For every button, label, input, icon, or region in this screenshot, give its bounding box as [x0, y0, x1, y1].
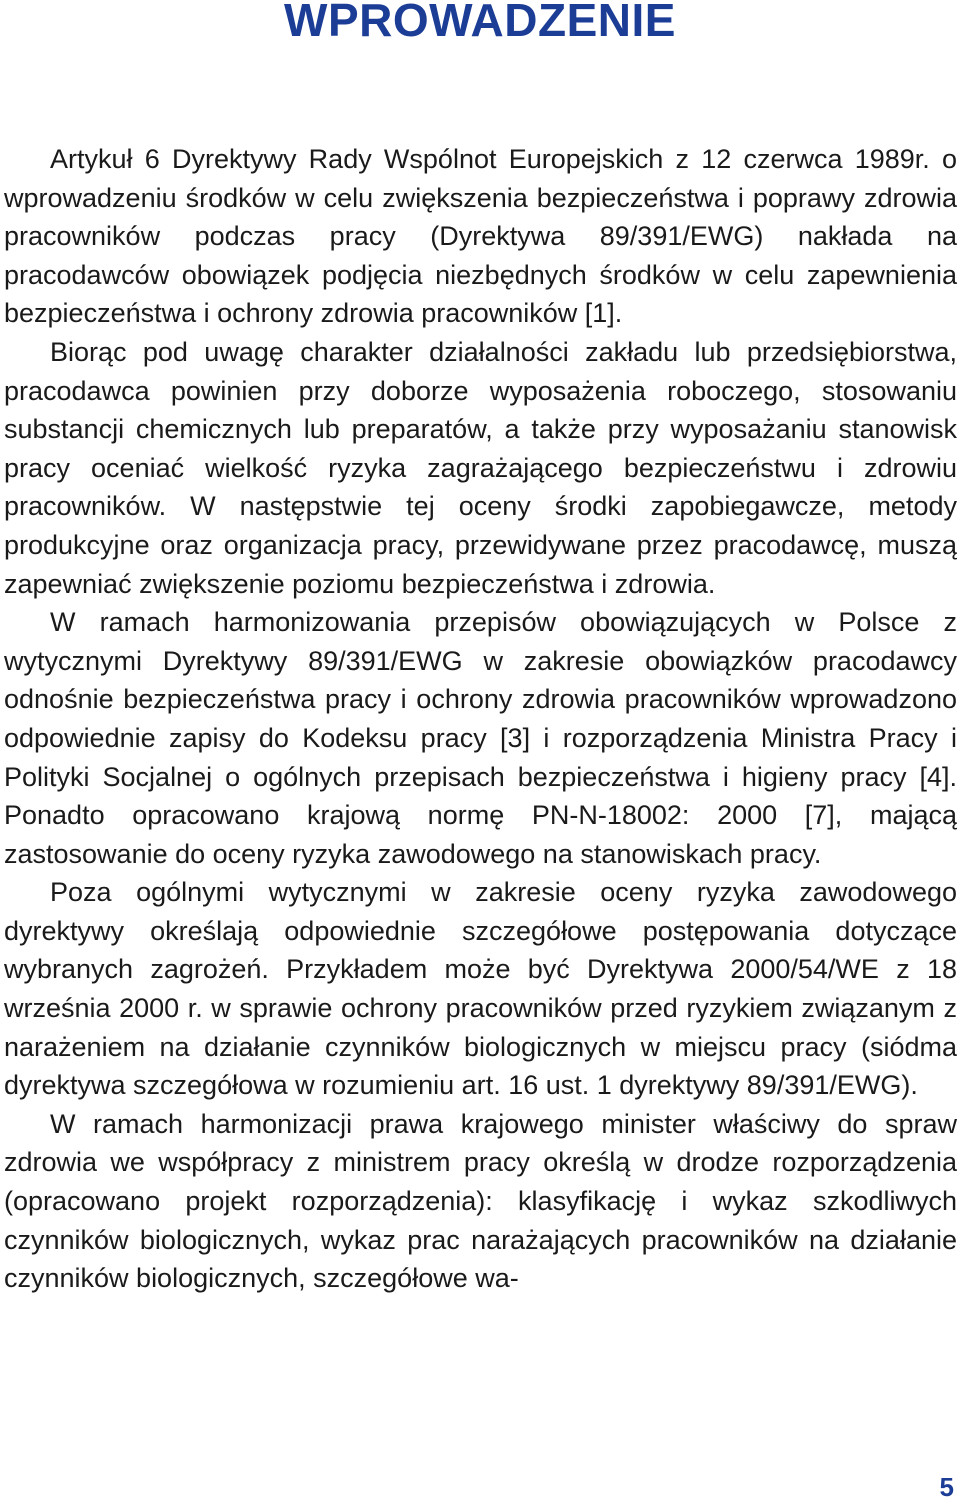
- paragraph-2: Biorąc pod uwagę charakter działalności zakładu lub przedsiębiorstwa, pracodawca powinien przy doborze wyposażenia roboczego, stosowaniu substancji chemicznych lub preparatów, a także przy wyposażaniu stanowisk pracy oceniać wielkość ryzyka zagrażającego bezpieczeństwu i zdrowiu pracowników. W następstwie tej oceny środki zapobiegawcze, metody produkcyjne oraz organizacja pracy, przewidywane przez pracodawcę, muszą zapewniać zwiększenie poziomu bezpieczeństwa i zdrowia.: [4, 336, 957, 599]
- page-number: 5: [939, 1472, 954, 1502]
- body-text: [4, 140, 957, 1298]
- paragraph-3: W ramach harmonizowania przepisów obowiązujących w Polsce z wytycznymi Dyrektywy 89/391/EWG w zakresie obowiązków pracodawcy odnośnie bezpieczeństwa pracy i ochrony zdrowia pracowników wprowadzono odpowiednie zapisy do Kodeksu pracy [3] i rozporządzenia Ministra Pracy i Polityki Socjalnej o ogólnych przepisach bezpieczeństwa i higieny pracy [4]. Ponadto opracowano krajową normę PN-N-18002: 2000 [7], mającą zastosowanie do oceny ryzyka zawodowego na stanowiskach pracy.: [4, 607, 957, 869]
- paragraph-1: Artykuł 6 Dyrektywy Rady Wspólnot Europejskich z 12 czerwca 1989r. o wprowadzeniu środków w celu zwiększenia bezpieczeństwa i poprawy zdrowia pracowników podczas pracy (Dyrektywa 89/391/EWG) nakłada na pracodawców obowiązek podjęcia niezbędnych środków w celu zapewnienia bezpieczeństwa i ochrony zdrowia pracowników [1].: [4, 144, 957, 329]
- paragraph-5: W ramach harmonizacji prawa krajowego minister właściwy do spraw zdrowia we współpracy z ministrem pracy określą w drodze rozporządzenia (opracowano projekt rozporządzenia): klasyfikację i wykaz szkodliwych czynników biologicznych, wykaz prac narażających pracowników na działanie czynników biologicznych, szczegółowe wa-: [4, 1108, 957, 1294]
- paragraph-4: Poza ogólnymi wytycznymi w zakresie oceny ryzyka zawodowego dyrektywy określają odpowiednie szczegółowe postępowania dotyczące wybranych zagrożeń. Przykładem może być Dyrektywa 2000/54/WE z 18 września 2000 r. w sprawie ochrony pracowników przed ryzykiem związanym z narażeniem na działanie czynników biologicznych w miejscu pracy (siódma dyrektywa szczegółowa w rozumieniu art. 16 ust. 1 dyrektywy 89/391/EWG).: [4, 877, 957, 1101]
- page-title: WPROWADZENIE: [284, 0, 676, 46]
